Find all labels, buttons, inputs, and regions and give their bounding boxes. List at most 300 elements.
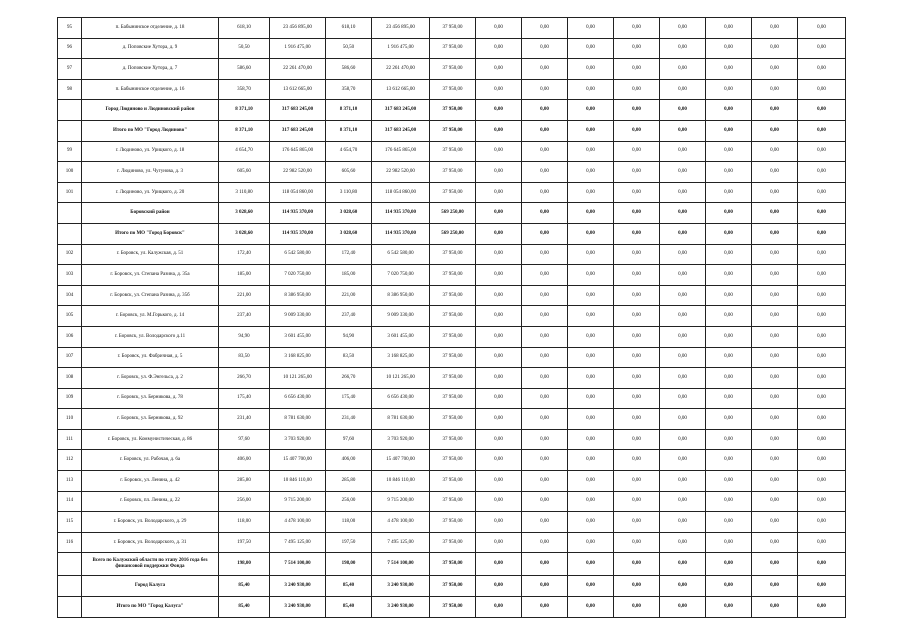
value-cell: 3 110,80 (219, 182, 270, 203)
value-cell: 7 495 125,00 (270, 532, 326, 553)
value-cell: 0,00 (752, 18, 798, 39)
value-cell: 23 456 895,00 (270, 18, 326, 39)
value-cell: 0,00 (660, 429, 706, 450)
table-row (58, 38, 846, 59)
value-cell: 4 654,70 (219, 141, 270, 162)
value-cell: 0,00 (660, 120, 706, 141)
value-cell: 0,00 (476, 100, 522, 121)
value-cell: 0,00 (660, 553, 706, 576)
address-cell: г. Боровск, ул. Коммунистическая, д. 86 (82, 429, 219, 450)
address-cell: г. Боровск, ул. Фабричная, д. 5 (82, 347, 219, 368)
value-cell: 0,00 (706, 59, 752, 80)
value-cell: 9 009 330,00 (372, 306, 430, 327)
value-cell: 185,00 (326, 265, 372, 286)
value-cell: 0,00 (568, 532, 614, 553)
table-body (58, 18, 846, 618)
value-cell: 118,00 (326, 512, 372, 533)
value-cell: 0,00 (522, 38, 568, 59)
value-cell: 13 612 665,00 (372, 79, 430, 100)
value-cell: 0,00 (706, 100, 752, 121)
value-cell: 1 916 475,00 (270, 38, 326, 59)
value-cell: 0,00 (752, 120, 798, 141)
address-cell: д. Поповские Хутора, д. 9 (82, 38, 219, 59)
value-cell: 0,00 (660, 79, 706, 100)
value-cell: 6 542 580,00 (270, 244, 326, 265)
value-cell: 0,00 (798, 553, 846, 576)
row-number (58, 553, 82, 576)
value-cell: 0,00 (568, 553, 614, 576)
value-cell: 406,00 (326, 450, 372, 471)
value-cell: 118 054 860,00 (372, 182, 430, 203)
table-row (58, 285, 846, 306)
value-cell: 4 478 100,00 (270, 512, 326, 533)
value-cell: 0,00 (798, 100, 846, 121)
value-cell: 22 261 470,00 (270, 59, 326, 80)
row-number: 96 (58, 38, 82, 59)
value-cell: 586,60 (326, 59, 372, 80)
value-cell: 0,00 (614, 100, 660, 121)
value-cell: 0,00 (798, 471, 846, 492)
value-cell: 618,10 (326, 18, 372, 39)
value-cell: 118,00 (219, 512, 270, 533)
value-cell: 0,00 (798, 368, 846, 389)
value-cell: 0,00 (476, 491, 522, 512)
value-cell: 0,00 (522, 429, 568, 450)
value-cell: 0,00 (476, 326, 522, 347)
value-cell: 0,00 (706, 162, 752, 183)
value-cell: 0,00 (568, 409, 614, 430)
value-cell: 37 950,00 (430, 285, 476, 306)
row-number (58, 100, 82, 121)
value-cell: 0,00 (476, 38, 522, 59)
row-number: 115 (58, 512, 82, 533)
value-cell: 3 168 825,00 (270, 347, 326, 368)
value-cell: 0,00 (522, 553, 568, 576)
value-cell: 85,40 (219, 597, 270, 618)
table-row (58, 532, 846, 553)
value-cell: 22 261 470,00 (372, 59, 430, 80)
value-cell: 0,00 (706, 512, 752, 533)
value-cell: 0,00 (660, 491, 706, 512)
row-number: 95 (58, 18, 82, 39)
value-cell: 0,00 (614, 388, 660, 409)
value-cell: 221,00 (326, 285, 372, 306)
value-cell: 0,00 (522, 244, 568, 265)
row-number (58, 597, 82, 618)
row-number: 102 (58, 244, 82, 265)
value-cell: 406,00 (219, 450, 270, 471)
value-cell: 22 982 520,00 (372, 162, 430, 183)
value-cell: 0,00 (522, 59, 568, 80)
value-cell: 37 950,00 (430, 368, 476, 389)
value-cell: 0,00 (752, 203, 798, 224)
row-number: 97 (58, 59, 82, 80)
value-cell: 0,00 (476, 203, 522, 224)
row-number: 100 (58, 162, 82, 183)
row-number: 112 (58, 450, 82, 471)
value-cell: 37 950,00 (430, 597, 476, 618)
value-cell: 197,50 (219, 532, 270, 553)
value-cell: 175,40 (219, 388, 270, 409)
value-cell: 0,00 (798, 182, 846, 203)
value-cell: 97,60 (326, 429, 372, 450)
value-cell: 0,00 (752, 265, 798, 286)
value-cell: 0,00 (476, 576, 522, 597)
value-cell: 176 645 865,00 (372, 141, 430, 162)
value-cell: 7 020 750,00 (270, 265, 326, 286)
value-cell: 0,00 (568, 450, 614, 471)
value-cell: 0,00 (568, 285, 614, 306)
address-cell: г. Людиново, ул. Урицкого, д. 20 (82, 182, 219, 203)
value-cell: 83,50 (219, 347, 270, 368)
value-cell: 0,00 (706, 368, 752, 389)
value-cell: 114 935 370,00 (372, 223, 430, 244)
value-cell: 0,00 (660, 409, 706, 430)
value-cell: 8 781 630,00 (372, 409, 430, 430)
value-cell: 0,00 (522, 388, 568, 409)
value-cell: 0,00 (568, 18, 614, 39)
value-cell: 0,00 (568, 388, 614, 409)
value-cell: 114 935 370,00 (270, 223, 326, 244)
value-cell: 0,00 (614, 368, 660, 389)
table-row (58, 203, 846, 224)
value-cell: 8 371,10 (326, 100, 372, 121)
value-cell: 3 240 930,00 (372, 576, 430, 597)
table-row (58, 162, 846, 183)
value-cell: 3 703 920,00 (270, 429, 326, 450)
address-cell: Всего по Калужской области по этапу 2016 года без финансовой поддержки Фонда (82, 553, 219, 576)
table-row (58, 244, 846, 265)
value-cell: 0,00 (706, 285, 752, 306)
value-cell: 0,00 (614, 306, 660, 327)
value-cell: 0,00 (660, 141, 706, 162)
value-cell: 0,00 (522, 223, 568, 244)
value-cell: 3 240 930,00 (270, 597, 326, 618)
value-cell: 0,00 (568, 265, 614, 286)
value-cell: 0,00 (660, 388, 706, 409)
value-cell: 37 950,00 (430, 553, 476, 576)
row-number (58, 203, 82, 224)
value-cell: 37 950,00 (430, 576, 476, 597)
address-cell: г. Людиново, ул. Урицкого, д. 18 (82, 141, 219, 162)
value-cell: 0,00 (752, 244, 798, 265)
value-cell: 317 683 245,00 (270, 120, 326, 141)
table-row (58, 141, 846, 162)
value-cell: 37 950,00 (430, 18, 476, 39)
row-number: 101 (58, 182, 82, 203)
value-cell: 7 020 750,00 (372, 265, 430, 286)
table-row (58, 409, 846, 430)
value-cell: 15 407 700,00 (270, 450, 326, 471)
value-cell: 37 950,00 (430, 429, 476, 450)
value-cell: 0,00 (614, 203, 660, 224)
value-cell: 0,00 (568, 326, 614, 347)
value-cell: 37 950,00 (430, 141, 476, 162)
value-cell: 4 654,70 (326, 141, 372, 162)
address-cell: Город Калуга (82, 576, 219, 597)
value-cell: 0,00 (752, 141, 798, 162)
table-row (58, 182, 846, 203)
value-cell: 0,00 (522, 162, 568, 183)
value-cell: 172,40 (219, 244, 270, 265)
value-cell: 0,00 (660, 326, 706, 347)
value-cell: 15 407 700,00 (372, 450, 430, 471)
value-cell: 97,60 (219, 429, 270, 450)
value-cell: 0,00 (798, 597, 846, 618)
table-row (58, 368, 846, 389)
value-cell: 0,00 (798, 347, 846, 368)
value-cell: 13 612 665,00 (270, 79, 326, 100)
value-cell: 0,00 (798, 59, 846, 80)
value-cell: 0,00 (614, 59, 660, 80)
value-cell: 3 240 930,00 (372, 597, 430, 618)
value-cell: 37 950,00 (430, 409, 476, 430)
value-cell: 0,00 (614, 223, 660, 244)
table-row (58, 265, 846, 286)
value-cell: 0,00 (614, 532, 660, 553)
value-cell: 0,00 (752, 471, 798, 492)
value-cell: 0,00 (798, 388, 846, 409)
row-number: 116 (58, 532, 82, 553)
value-cell: 0,00 (522, 368, 568, 389)
value-cell: 0,00 (568, 368, 614, 389)
value-cell: 317 683 245,00 (372, 100, 430, 121)
value-cell: 114 935 370,00 (270, 203, 326, 224)
row-number: 111 (58, 429, 82, 450)
value-cell: 0,00 (568, 182, 614, 203)
value-cell: 37 950,00 (430, 471, 476, 492)
value-cell: 8 386 950,00 (372, 285, 430, 306)
address-cell: г. Боровск, ул. Берникова, д. 92 (82, 409, 219, 430)
value-cell: 198,00 (219, 553, 270, 576)
address-cell: д. Поповские Хутора, д. 7 (82, 59, 219, 80)
value-cell: 317 683 245,00 (270, 100, 326, 121)
address-cell: г. Боровск, ул. Ленина, д. 42 (82, 471, 219, 492)
value-cell: 185,00 (219, 265, 270, 286)
row-number: 98 (58, 79, 82, 100)
value-cell: 0,00 (614, 79, 660, 100)
value-cell: 22 982 520,00 (270, 162, 326, 183)
value-cell: 0,00 (706, 471, 752, 492)
value-cell: 0,00 (614, 512, 660, 533)
value-cell: 0,00 (614, 491, 660, 512)
value-cell: 0,00 (660, 244, 706, 265)
value-cell: 0,00 (476, 409, 522, 430)
value-cell: 37 950,00 (430, 347, 476, 368)
row-number: 114 (58, 491, 82, 512)
value-cell: 3 240 930,00 (270, 576, 326, 597)
value-cell: 0,00 (798, 576, 846, 597)
value-cell: 231,40 (219, 409, 270, 430)
value-cell: 0,00 (706, 553, 752, 576)
value-cell: 37 950,00 (430, 265, 476, 286)
table-row (58, 450, 846, 471)
table-row (58, 79, 846, 100)
value-cell: 10 846 110,00 (372, 471, 430, 492)
value-cell: 0,00 (568, 162, 614, 183)
value-cell: 0,00 (476, 471, 522, 492)
value-cell: 0,00 (476, 429, 522, 450)
address-cell: г. Боровск, ул. Володарского д.11 (82, 326, 219, 347)
value-cell: 0,00 (476, 244, 522, 265)
value-cell: 0,00 (568, 306, 614, 327)
value-cell: 0,00 (476, 182, 522, 203)
value-cell: 0,00 (522, 285, 568, 306)
value-cell: 8 371,10 (219, 100, 270, 121)
value-cell: 0,00 (522, 18, 568, 39)
row-number: 109 (58, 388, 82, 409)
value-cell: 8 781 630,00 (270, 409, 326, 430)
value-cell: 0,00 (706, 141, 752, 162)
value-cell: 0,00 (752, 59, 798, 80)
value-cell: 7 495 125,00 (372, 532, 430, 553)
row-number: 103 (58, 265, 82, 286)
value-cell: 0,00 (798, 450, 846, 471)
value-cell: 0,00 (476, 306, 522, 327)
value-cell: 0,00 (476, 532, 522, 553)
value-cell: 0,00 (660, 203, 706, 224)
value-cell: 9 715 200,00 (372, 491, 430, 512)
row-number (58, 576, 82, 597)
value-cell: 0,00 (568, 79, 614, 100)
address-cell: г. Людиново, ул. Чугунова, д. 3 (82, 162, 219, 183)
address-cell: г. Боровск, ул. Володарского, д. 29 (82, 512, 219, 533)
value-cell: 237,40 (326, 306, 372, 327)
value-cell: 0,00 (752, 450, 798, 471)
value-cell: 285,80 (326, 471, 372, 492)
value-cell: 0,00 (706, 347, 752, 368)
value-cell: 0,00 (476, 553, 522, 576)
value-cell: 0,00 (476, 597, 522, 618)
value-cell: 0,00 (568, 512, 614, 533)
value-cell: 0,00 (660, 368, 706, 389)
value-cell: 0,00 (476, 450, 522, 471)
value-cell: 50,50 (219, 38, 270, 59)
value-cell: 0,00 (752, 326, 798, 347)
value-cell: 0,00 (706, 409, 752, 430)
value-cell: 0,00 (706, 429, 752, 450)
value-cell: 37 950,00 (430, 532, 476, 553)
table-row (58, 429, 846, 450)
value-cell: 0,00 (706, 79, 752, 100)
value-cell: 586,60 (219, 59, 270, 80)
value-cell: 317 683 245,00 (372, 120, 430, 141)
value-cell: 0,00 (614, 597, 660, 618)
row-number: 99 (58, 141, 82, 162)
value-cell: 0,00 (706, 450, 752, 471)
value-cell: 0,00 (706, 576, 752, 597)
value-cell: 0,00 (568, 429, 614, 450)
value-cell: 6 542 580,00 (372, 244, 430, 265)
value-cell: 37 950,00 (430, 326, 476, 347)
value-cell: 3 703 920,00 (372, 429, 430, 450)
value-cell: 0,00 (752, 576, 798, 597)
value-cell: 0,00 (522, 347, 568, 368)
value-cell: 37 950,00 (430, 59, 476, 80)
value-cell: 0,00 (706, 18, 752, 39)
value-cell: 85,40 (219, 576, 270, 597)
value-cell: 37 950,00 (430, 512, 476, 533)
value-cell: 37 950,00 (430, 450, 476, 471)
value-cell: 221,00 (219, 285, 270, 306)
value-cell: 0,00 (660, 18, 706, 39)
value-cell: 0,00 (660, 471, 706, 492)
value-cell: 0,00 (476, 368, 522, 389)
value-cell: 0,00 (614, 450, 660, 471)
value-cell: 0,00 (660, 512, 706, 533)
address-cell: г. Боровск, ул. Берникова, д. 78 (82, 388, 219, 409)
value-cell: 197,50 (326, 532, 372, 553)
value-cell: 4 478 100,00 (372, 512, 430, 533)
address-cell: г. Боровск, ул. Степана Разина, д. 35а (82, 265, 219, 286)
value-cell: 0,00 (706, 326, 752, 347)
value-cell: 0,00 (568, 244, 614, 265)
value-cell: 0,00 (476, 223, 522, 244)
value-cell: 7 514 100,00 (372, 553, 430, 576)
address-cell: п. Бабынинское отделение, д. 18 (82, 18, 219, 39)
value-cell: 0,00 (476, 388, 522, 409)
value-cell: 9 715 200,00 (270, 491, 326, 512)
value-cell: 0,00 (752, 429, 798, 450)
table-row (58, 326, 846, 347)
value-cell: 0,00 (798, 18, 846, 39)
address-cell: г. Боровск, ул. М.Горького, д. 14 (82, 306, 219, 327)
table-row (58, 59, 846, 80)
value-cell: 0,00 (660, 265, 706, 286)
value-cell: 0,00 (614, 576, 660, 597)
value-cell: 0,00 (614, 265, 660, 286)
value-cell: 0,00 (752, 347, 798, 368)
value-cell: 37 950,00 (430, 38, 476, 59)
value-cell: 0,00 (706, 265, 752, 286)
value-cell: 0,00 (798, 141, 846, 162)
value-cell: 0,00 (614, 182, 660, 203)
value-cell: 0,00 (568, 576, 614, 597)
value-cell: 0,00 (752, 512, 798, 533)
value-cell: 7 514 100,00 (270, 553, 326, 576)
value-cell: 0,00 (798, 38, 846, 59)
value-cell: 0,00 (706, 244, 752, 265)
value-cell: 0,00 (660, 532, 706, 553)
value-cell: 358,70 (326, 79, 372, 100)
value-cell: 0,00 (798, 120, 846, 141)
value-cell: 0,00 (476, 265, 522, 286)
value-cell: 0,00 (798, 223, 846, 244)
value-cell: 0,00 (706, 388, 752, 409)
value-cell: 10 846 110,00 (270, 471, 326, 492)
value-cell: 0,00 (798, 244, 846, 265)
address-cell: г. Боровск, ул. Рабочая, д. 6а (82, 450, 219, 471)
value-cell: 0,00 (798, 491, 846, 512)
value-cell: 0,00 (660, 347, 706, 368)
row-number: 106 (58, 326, 82, 347)
value-cell: 0,00 (752, 223, 798, 244)
value-cell: 569 250,00 (430, 203, 476, 224)
value-cell: 0,00 (660, 285, 706, 306)
value-cell: 266,70 (219, 368, 270, 389)
value-cell: 3 028,60 (219, 203, 270, 224)
row-number: 113 (58, 471, 82, 492)
value-cell: 8 371,10 (326, 120, 372, 141)
value-cell: 0,00 (752, 409, 798, 430)
value-cell: 0,00 (660, 100, 706, 121)
value-cell: 0,00 (752, 182, 798, 203)
value-cell: 0,00 (660, 162, 706, 183)
value-cell: 0,00 (568, 100, 614, 121)
table-row (58, 100, 846, 121)
row-number (58, 120, 82, 141)
value-cell: 0,00 (568, 203, 614, 224)
